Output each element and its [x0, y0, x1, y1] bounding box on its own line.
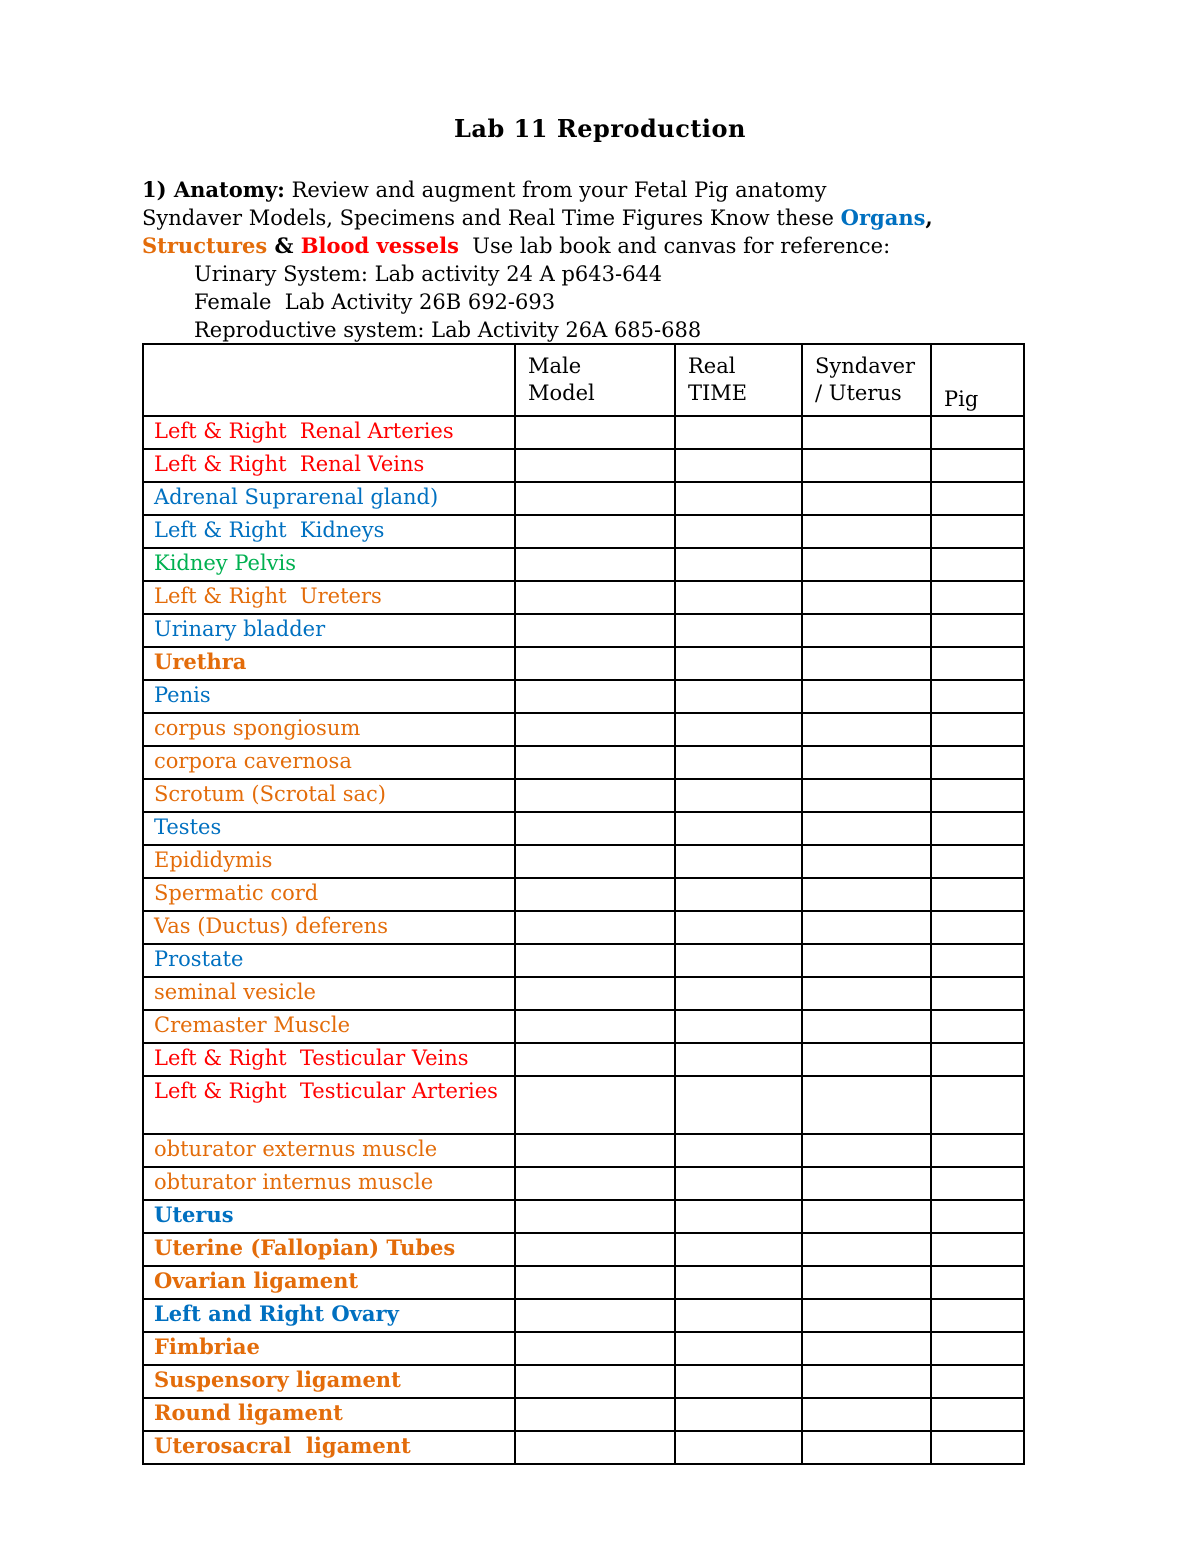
checkbox-cell-male-model[interactable] [515, 977, 675, 1010]
header-real-time: Real TIME [675, 344, 802, 416]
checkbox-cell-pig[interactable] [931, 713, 1024, 746]
structure-label: Adrenal Suprarenal gland) [143, 482, 515, 515]
checkbox-cell-syndaver-uterus[interactable] [802, 911, 931, 944]
checkbox-cell-male-model[interactable] [515, 1365, 675, 1398]
reference-urinary: Urinary System: Lab activity 24 A p643-644 [194, 262, 663, 286]
blood-vessels-keyword: Blood vessels [300, 233, 459, 258]
checkbox-cell-real-time[interactable] [675, 1076, 802, 1134]
checkbox-cell-real-time[interactable] [675, 1266, 802, 1299]
checkbox-cell-syndaver-uterus[interactable] [802, 713, 931, 746]
checkbox-cell-pig[interactable] [931, 746, 1024, 779]
table-row [143, 515, 1024, 548]
intro-section [142, 176, 1042, 344]
checkbox-cell-male-model[interactable] [515, 1076, 675, 1134]
checkbox-cell-syndaver-uterus[interactable] [802, 1010, 931, 1043]
checkbox-cell-male-model[interactable] [515, 1167, 675, 1200]
checkbox-cell-syndaver-uterus[interactable] [802, 1431, 931, 1464]
header-structure [143, 344, 515, 416]
checkbox-cell-male-model[interactable] [515, 1134, 675, 1167]
structure-label: Left & Right Ureters [143, 581, 515, 614]
checkbox-cell-real-time[interactable] [675, 911, 802, 944]
anatomy-heading: 1) Anatomy: [142, 177, 285, 202]
checkbox-cell-male-model[interactable] [515, 482, 675, 515]
table-row [143, 1299, 1024, 1332]
table-row [143, 779, 1024, 812]
checkbox-cell-syndaver-uterus[interactable] [802, 647, 931, 680]
checkbox-cell-real-time[interactable] [675, 449, 802, 482]
checkbox-cell-real-time[interactable] [675, 1332, 802, 1365]
table-row [143, 647, 1024, 680]
table-row [143, 713, 1024, 746]
checkbox-cell-syndaver-uterus[interactable] [802, 1200, 931, 1233]
checkbox-cell-real-time[interactable] [675, 482, 802, 515]
checkbox-cell-pig[interactable] [931, 1043, 1024, 1076]
table-row [143, 614, 1024, 647]
structure-label: Uterosacral ligament [143, 1431, 515, 1464]
structure-label: Spermatic cord [143, 878, 515, 911]
checkbox-cell-real-time[interactable] [675, 779, 802, 812]
checkbox-cell-pig[interactable] [931, 944, 1024, 977]
checkbox-cell-male-model[interactable] [515, 1200, 675, 1233]
structure-label: Uterine (Fallopian) Tubes [143, 1233, 515, 1266]
checkbox-cell-syndaver-uterus[interactable] [802, 845, 931, 878]
checkbox-cell-male-model[interactable] [515, 1043, 675, 1076]
structure-label: Left & Right Renal Arteries [143, 416, 515, 449]
checkbox-cell-pig[interactable] [931, 845, 1024, 878]
checkbox-cell-syndaver-uterus[interactable] [802, 416, 931, 449]
intro-line-2 [142, 204, 1042, 232]
checkbox-cell-syndaver-uterus[interactable] [802, 1365, 931, 1398]
header-male-model: Male Model [515, 344, 675, 416]
structure-label: Left & Right Kidneys [143, 515, 515, 548]
structure-label: corpora cavernosa [143, 746, 515, 779]
header-syndaver-uterus: Syndaver / Uterus [802, 344, 931, 416]
checkbox-cell-real-time[interactable] [675, 1043, 802, 1076]
checkbox-cell-male-model[interactable] [515, 713, 675, 746]
reference-reproductive: Reproductive system: Lab Activity 26A 685-688 [194, 318, 702, 342]
checkbox-cell-male-model[interactable] [515, 581, 675, 614]
checkbox-cell-pig[interactable] [931, 1010, 1024, 1043]
checkbox-cell-real-time[interactable] [675, 1398, 802, 1431]
checkbox-cell-pig[interactable] [931, 1299, 1024, 1332]
checkbox-cell-syndaver-uterus[interactable] [802, 614, 931, 647]
checkbox-cell-pig[interactable] [931, 548, 1024, 581]
structure-label: Kidney Pelvis [143, 548, 515, 581]
checkbox-cell-real-time[interactable] [675, 944, 802, 977]
checkbox-cell-pig[interactable] [931, 416, 1024, 449]
table-row [143, 878, 1024, 911]
checkbox-cell-male-model[interactable] [515, 515, 675, 548]
checkbox-cell-male-model[interactable] [515, 911, 675, 944]
table-row [143, 746, 1024, 779]
checkbox-cell-pig[interactable] [931, 614, 1024, 647]
checkbox-cell-syndaver-uterus[interactable] [802, 1332, 931, 1365]
table-row [143, 482, 1024, 515]
checkbox-cell-pig[interactable] [931, 482, 1024, 515]
checkbox-cell-pig[interactable] [931, 1398, 1024, 1431]
structure-label: Scrotum (Scrotal sac) [143, 779, 515, 812]
checkbox-cell-male-model[interactable] [515, 614, 675, 647]
table-row [143, 1365, 1024, 1398]
checkbox-cell-pig[interactable] [931, 680, 1024, 713]
checkbox-cell-syndaver-uterus[interactable] [802, 1266, 931, 1299]
table-row [143, 1134, 1024, 1167]
checkbox-cell-syndaver-uterus[interactable] [802, 1299, 931, 1332]
checkbox-cell-syndaver-uterus[interactable] [802, 1134, 931, 1167]
checkbox-cell-real-time[interactable] [675, 1200, 802, 1233]
checkbox-cell-male-model[interactable] [515, 944, 675, 977]
checkbox-cell-male-model[interactable] [515, 1266, 675, 1299]
header-pig: Pig [931, 344, 1024, 416]
structures-keyword: Structures [142, 233, 268, 258]
table-row [143, 581, 1024, 614]
checkbox-cell-real-time[interactable] [675, 812, 802, 845]
page-title: Lab 11 Reproduction [454, 114, 746, 143]
checkbox-cell-real-time[interactable] [675, 614, 802, 647]
organs-keyword: Organs [840, 205, 926, 230]
checkbox-cell-pig[interactable] [931, 977, 1024, 1010]
comma: , [925, 205, 933, 230]
checkbox-cell-real-time[interactable] [675, 680, 802, 713]
checkbox-cell-pig[interactable] [931, 1233, 1024, 1266]
checkbox-cell-male-model[interactable] [515, 1233, 675, 1266]
checkbox-cell-syndaver-uterus[interactable] [802, 482, 931, 515]
ampersand: & [267, 233, 301, 258]
structure-label: obturator externus muscle [143, 1134, 515, 1167]
checkbox-cell-syndaver-uterus[interactable] [802, 548, 931, 581]
checkbox-cell-pig[interactable] [931, 581, 1024, 614]
checkbox-cell-syndaver-uterus[interactable] [802, 878, 931, 911]
structure-label: Ovarian ligament [143, 1266, 515, 1299]
structure-label: Penis [143, 680, 515, 713]
table-row [143, 1010, 1024, 1043]
checkbox-cell-real-time[interactable] [675, 548, 802, 581]
table-row [143, 548, 1024, 581]
structure-label: Prostate [143, 944, 515, 977]
checkbox-cell-male-model[interactable] [515, 416, 675, 449]
checkbox-cell-real-time[interactable] [675, 647, 802, 680]
checkbox-cell-real-time[interactable] [675, 1010, 802, 1043]
checkbox-cell-syndaver-uterus[interactable] [802, 746, 931, 779]
table-row [143, 449, 1024, 482]
checkbox-cell-syndaver-uterus[interactable] [802, 1233, 931, 1266]
structure-label: Epididymis [143, 845, 515, 878]
structure-label: Left & Right Renal Veins [143, 449, 515, 482]
checkbox-cell-real-time[interactable] [675, 746, 802, 779]
checkbox-cell-real-time[interactable] [675, 1299, 802, 1332]
checkbox-cell-syndaver-uterus[interactable] [802, 680, 931, 713]
table-row [143, 1431, 1024, 1464]
checkbox-cell-male-model[interactable] [515, 548, 675, 581]
checkbox-cell-syndaver-uterus[interactable] [802, 515, 931, 548]
structure-label: Uterus [143, 1200, 515, 1233]
table-row [143, 1200, 1024, 1233]
checkbox-cell-pig[interactable] [931, 1365, 1024, 1398]
checkbox-cell-pig[interactable] [931, 878, 1024, 911]
checkbox-cell-pig[interactable] [931, 1076, 1024, 1134]
structure-label: Urinary bladder [143, 614, 515, 647]
checkbox-cell-syndaver-uterus[interactable] [802, 449, 931, 482]
table-row [143, 416, 1024, 449]
checkbox-cell-real-time[interactable] [675, 1431, 802, 1464]
structure-label: Suspensory ligament [143, 1365, 515, 1398]
checkbox-cell-syndaver-uterus[interactable] [802, 812, 931, 845]
checkbox-cell-male-model[interactable] [515, 1010, 675, 1043]
checkbox-cell-pig[interactable] [931, 1266, 1024, 1299]
intro-line-3 [142, 232, 1042, 260]
checkbox-cell-pig[interactable] [931, 1167, 1024, 1200]
reference-female: Female Lab Activity 26B 692-693 [194, 290, 556, 314]
checkbox-cell-male-model[interactable] [515, 845, 675, 878]
checkbox-cell-male-model[interactable] [515, 746, 675, 779]
structure-label: Fimbriae [143, 1332, 515, 1365]
table-row [143, 1233, 1024, 1266]
checkbox-cell-male-model[interactable] [515, 1431, 675, 1464]
table-row [143, 1167, 1024, 1200]
table-row [143, 1043, 1024, 1076]
checkbox-cell-male-model[interactable] [515, 1332, 675, 1365]
checkbox-cell-male-model[interactable] [515, 1398, 675, 1431]
structure-label: Left & Right Testicular Arteries [143, 1076, 515, 1134]
checkbox-cell-real-time[interactable] [675, 416, 802, 449]
table-row [143, 944, 1024, 977]
checkbox-cell-pig[interactable] [931, 1200, 1024, 1233]
checkbox-cell-male-model[interactable] [515, 449, 675, 482]
checkbox-cell-real-time[interactable] [675, 878, 802, 911]
intro-line-2-text: Syndaver Models, Specimens and Real Time Figures Know these [142, 206, 841, 230]
checkbox-cell-male-model[interactable] [515, 878, 675, 911]
checkbox-cell-pig[interactable] [931, 812, 1024, 845]
structure-label: Round ligament [143, 1398, 515, 1431]
intro-line-1 [142, 176, 1042, 204]
checkbox-cell-real-time[interactable] [675, 1233, 802, 1266]
checkbox-cell-real-time[interactable] [675, 1134, 802, 1167]
checkbox-cell-male-model[interactable] [515, 812, 675, 845]
checkbox-cell-male-model[interactable] [515, 1299, 675, 1332]
table-header-row [143, 344, 1024, 416]
checkbox-cell-real-time[interactable] [675, 1167, 802, 1200]
checkbox-cell-syndaver-uterus[interactable] [802, 1076, 931, 1134]
structure-label: obturator internus muscle [143, 1167, 515, 1200]
table-row [143, 1332, 1024, 1365]
checkbox-cell-syndaver-uterus[interactable] [802, 1167, 931, 1200]
checkbox-cell-real-time[interactable] [675, 1365, 802, 1398]
structure-label: Urethra [143, 647, 515, 680]
table-row [143, 845, 1024, 878]
checkbox-cell-syndaver-uterus[interactable] [802, 944, 931, 977]
checkbox-cell-real-time[interactable] [675, 515, 802, 548]
structure-label: Vas (Ductus) deferens [143, 911, 515, 944]
structure-label: Left and Right Ovary [143, 1299, 515, 1332]
structure-label: Cremaster Muscle [143, 1010, 515, 1043]
anatomy-checklist-table [142, 343, 1025, 1465]
checkbox-cell-syndaver-uterus[interactable] [802, 581, 931, 614]
table-row [143, 680, 1024, 713]
checkbox-cell-syndaver-uterus[interactable] [802, 977, 931, 1010]
checkbox-cell-pig[interactable] [931, 1332, 1024, 1365]
intro-line-3-text: Use lab book and canvas for reference: [458, 234, 891, 258]
table-row [143, 1266, 1024, 1299]
structure-label: Testes [143, 812, 515, 845]
structure-label: seminal vesicle [143, 977, 515, 1010]
checkbox-cell-syndaver-uterus[interactable] [802, 779, 931, 812]
table-row [143, 1076, 1024, 1134]
table-row [143, 977, 1024, 1010]
checkbox-cell-pig[interactable] [931, 1134, 1024, 1167]
checkbox-cell-real-time[interactable] [675, 977, 802, 1010]
checkbox-cell-male-model[interactable] [515, 779, 675, 812]
checkbox-cell-pig[interactable] [931, 449, 1024, 482]
checkbox-cell-pig[interactable] [931, 911, 1024, 944]
checkbox-cell-real-time[interactable] [675, 581, 802, 614]
checkbox-cell-syndaver-uterus[interactable] [802, 1043, 931, 1076]
intro-line-1-text: Review and augment from your Fetal Pig anatomy [284, 178, 827, 202]
table-row [143, 812, 1024, 845]
table-row [143, 1398, 1024, 1431]
checkbox-cell-syndaver-uterus[interactable] [802, 1398, 931, 1431]
checkbox-cell-male-model[interactable] [515, 647, 675, 680]
checkbox-cell-pig[interactable] [931, 1431, 1024, 1464]
checkbox-cell-pig[interactable] [931, 647, 1024, 680]
checkbox-cell-male-model[interactable] [515, 680, 675, 713]
structure-label: Left & Right Testicular Veins [143, 1043, 515, 1076]
checkbox-cell-pig[interactable] [931, 515, 1024, 548]
checkbox-cell-pig[interactable] [931, 779, 1024, 812]
checkbox-cell-real-time[interactable] [675, 713, 802, 746]
checkbox-cell-real-time[interactable] [675, 845, 802, 878]
table-row [143, 911, 1024, 944]
structure-label: corpus spongiosum [143, 713, 515, 746]
